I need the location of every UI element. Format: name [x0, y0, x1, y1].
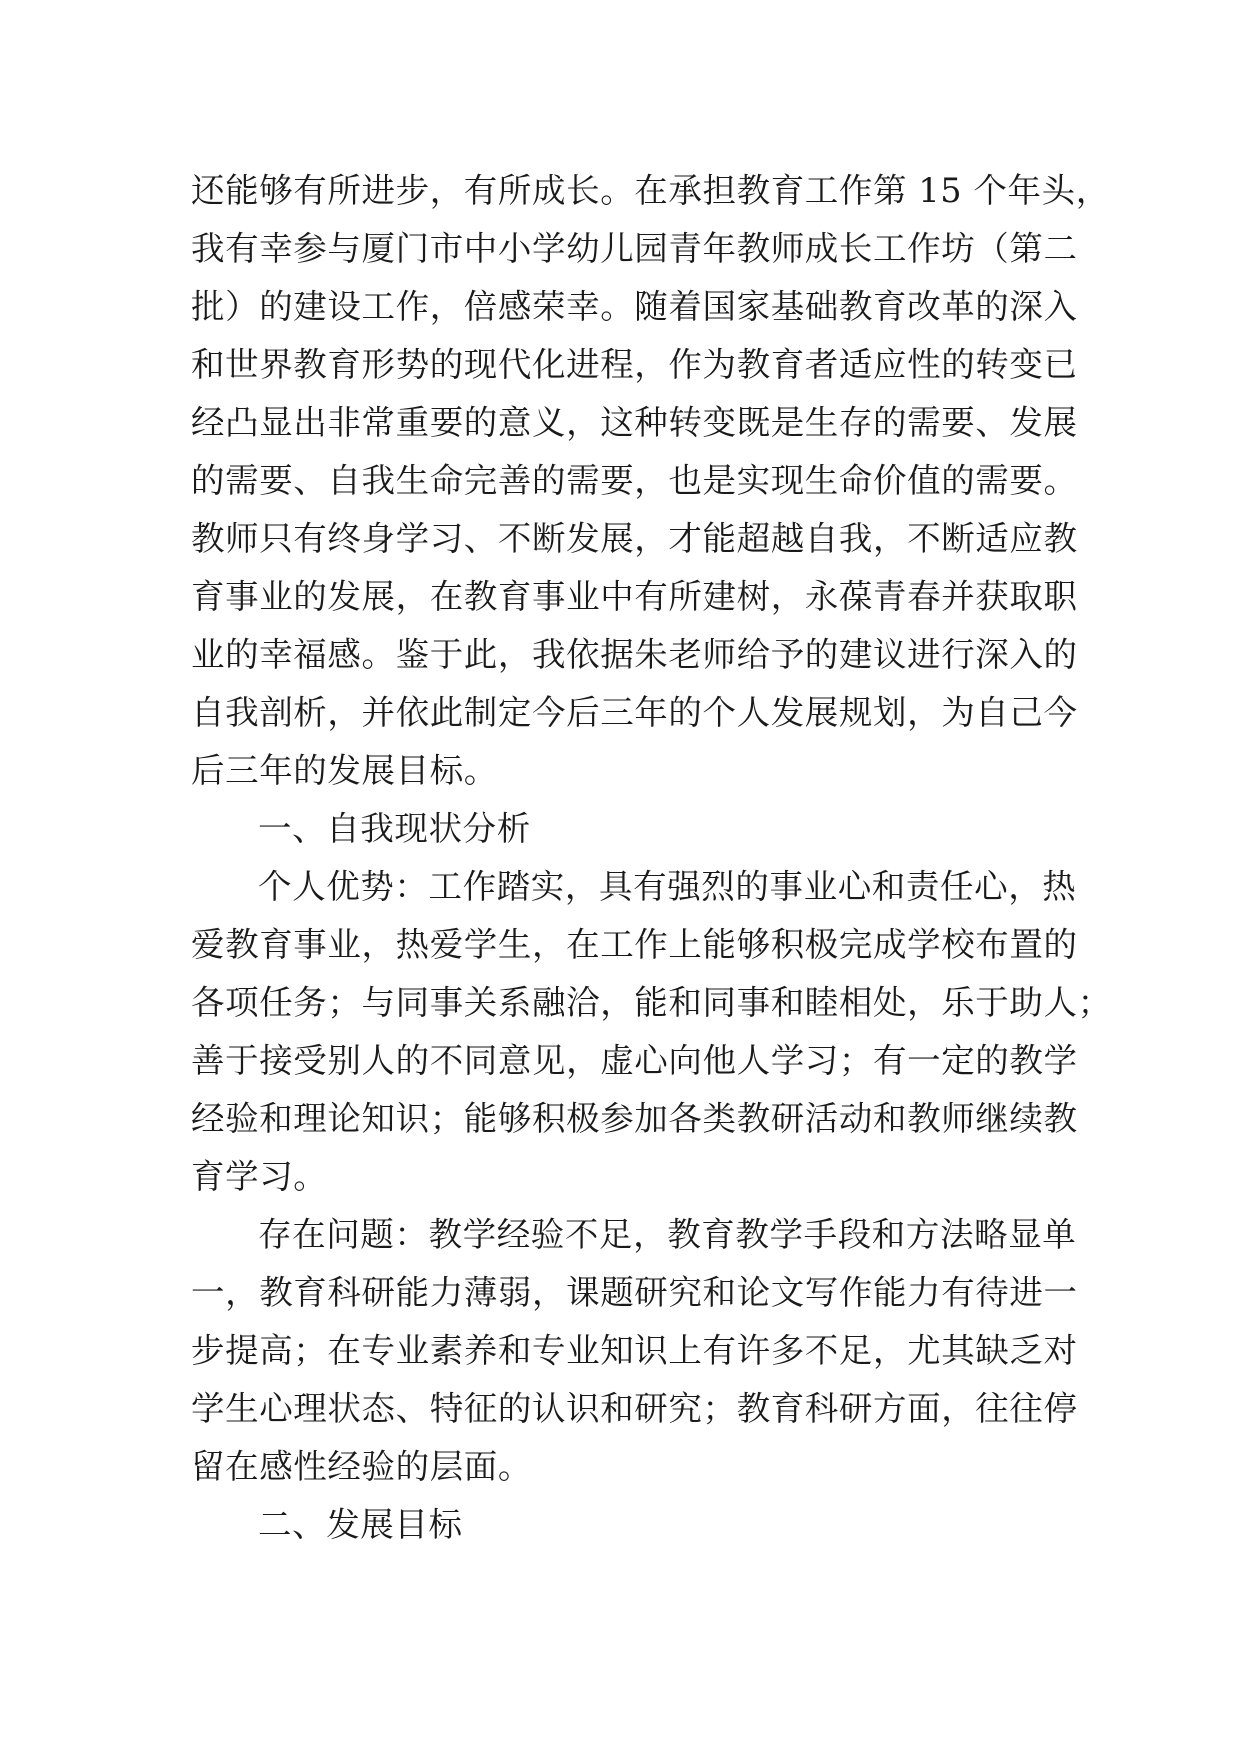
- text-line: 爱教育事业，热爱学生，在工作上能够积极完成学校布置的: [191, 925, 1078, 964]
- text-line: 经验和理论知识；能够积极参加各类教研活动和教师继续教: [191, 1099, 1078, 1138]
- paragraph-advantages: [191, 858, 1112, 1206]
- text-line: 育学习。: [191, 1157, 328, 1196]
- text-line: 业的幸福感。鉴于此，我依据朱老师给予的建议进行深入的: [191, 635, 1078, 674]
- text-line: 育事业的发展，在教育事业中有所建树，永葆青春并获取职: [191, 577, 1078, 616]
- paragraph-problems: [191, 1206, 1078, 1496]
- text-line: 的需要、自我生命完善的需要，也是实现生命价值的需要。: [191, 461, 1078, 500]
- text-line: 自我剖析，并依此制定今后三年的个人发展规划，为自己今: [191, 693, 1078, 732]
- text-line: 一，教育科研能力薄弱，课题研究和论文写作能力有待进一: [191, 1273, 1078, 1312]
- text-line: 经凸显出非常重要的意义，这种转变既是生存的需要、发展: [191, 403, 1078, 442]
- section-heading-self-analysis: 一、自我现状分析: [258, 809, 531, 848]
- text-line: 还能够有所进步，有所成长。在承担教育工作第 15 个年头，: [191, 171, 1110, 210]
- text-line: 步提高；在专业素养和专业知识上有许多不足，尤其缺乏对: [191, 1331, 1078, 1370]
- paragraph-intro: [191, 162, 1110, 800]
- text-line: 教师只有终身学习、不断发展，才能超越自我，不断适应教: [191, 519, 1078, 558]
- text-line: 善于接受别人的不同意见，虚心向他人学习；有一定的教学: [191, 1041, 1078, 1080]
- text-line: 个人优势：工作踏实，具有强烈的事业心和责任心，热: [258, 867, 1077, 906]
- text-line: 留在感性经验的层面。: [191, 1447, 532, 1486]
- text-line: 存在问题：教学经验不足，教育教学手段和方法略显单: [258, 1215, 1077, 1254]
- text-line: 各项任务；与同事关系融洽，能和同事和睦相处，乐于助人；: [191, 983, 1112, 1022]
- text-line: 和世界教育形势的现代化进程，作为教育者适应性的转变已: [191, 345, 1078, 384]
- section-heading-goals: 二、发展目标: [258, 1505, 463, 1544]
- document-body: [191, 162, 1112, 1554]
- text-line: 学生心理状态、特征的认识和研究；教育科研方面，往往停: [191, 1389, 1078, 1428]
- text-line: 批）的建设工作，倍感荣幸。随着国家基础教育改革的深入: [191, 287, 1078, 326]
- text-line: 后三年的发展目标。: [191, 751, 498, 790]
- text-line: 我有幸参与厦门市中小学幼儿园青年教师成长工作坊（第二: [191, 229, 1078, 268]
